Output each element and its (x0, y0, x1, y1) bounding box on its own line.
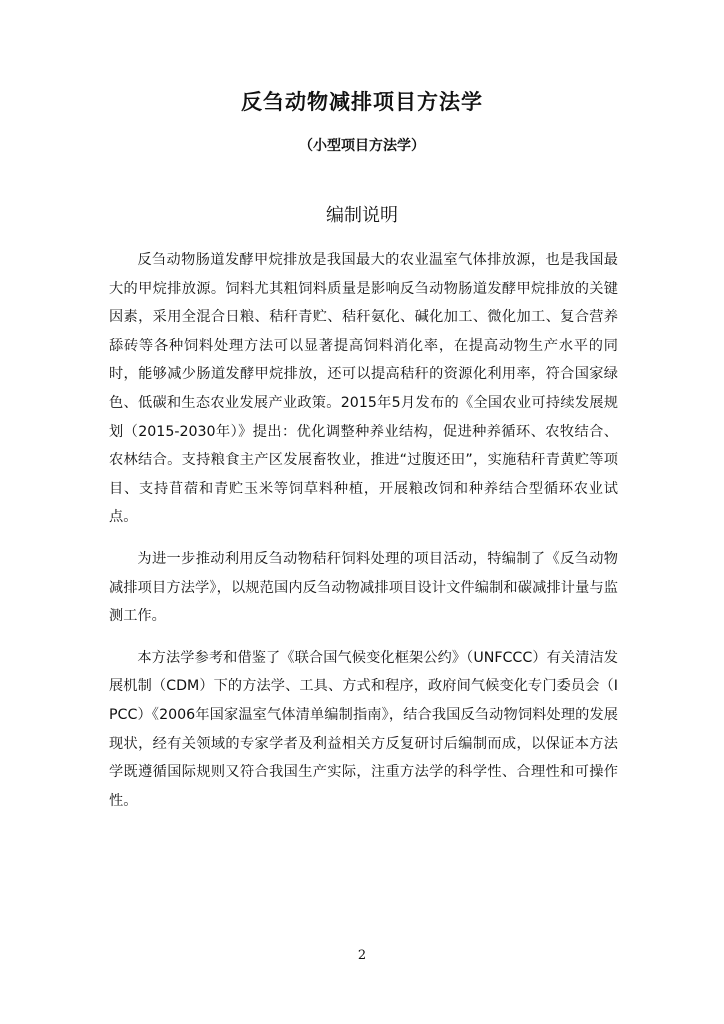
page-number: 2 (357, 948, 367, 963)
body-paragraph: 为进一步推动利用反刍动物秸秆饲料处理的项目活动，特编制了《反刍动物减排项目方法学》，以规范国内反刍动物减排项目设计文件编制和碳减排计量与监测工作。 (109, 550, 618, 625)
body-paragraph: 本方法学参考和借鉴了《联合国气候变化框架公约》（UNFCCC）有关清洁发展机制（CDM）下的方法学、工具、方式和程序，政府间气候变化专门委员会（IPCC）《2006年国家温室气体清单编制指南》，结合我国反刍动物饲料处理的发展现状，经有关领域的专家学者及利益相关方反复研讨后编制而成，以保证本方法学既遵循国际规则又符合我国生产实际，注重方法学的科学性、合理性和可操作性。 (109, 649, 618, 809)
document-subtitle: （小型项目方法学） (299, 138, 425, 154)
document-body (109, 246, 618, 828)
document-title: 反刍动物减排项目方法学 (241, 90, 483, 114)
section-heading: 编制说明 (326, 205, 398, 226)
body-paragraph: 反刍动物肠道发酵甲烷排放是我国最大的农业温室气体排放源，也是我国最大的甲烷排放源。饲料尤其粗饲料质量是影响反刍动物肠道发酵甲烷排放的关键因素，采用全混合日粮、秸秆青贮、秸秆氨化、碱化加工、微化加工、复合营养舔砖等各种饲料处理方法可以显著提高饲料消化率，在提高动物生产水平的同时，能够减少肠道发酵甲烷排放，还可以提高秸秆的资源化利用率，符合国家绿色、低碳和生态农业发展产业政策。2015年5月发布的《全国农业可持续发展规划（2015-2030年）》提出：优化调整种养业结构，促进种养循环、农牧结合、农林结合。支持粮食主产区发展畜牧业，推进“过腹还田”，实施秸秆青黄贮等项目、支持苜蓿和青贮玉米等饲草料种植，开展粮改饲和种养结合型循环农业试点。 (109, 252, 618, 526)
